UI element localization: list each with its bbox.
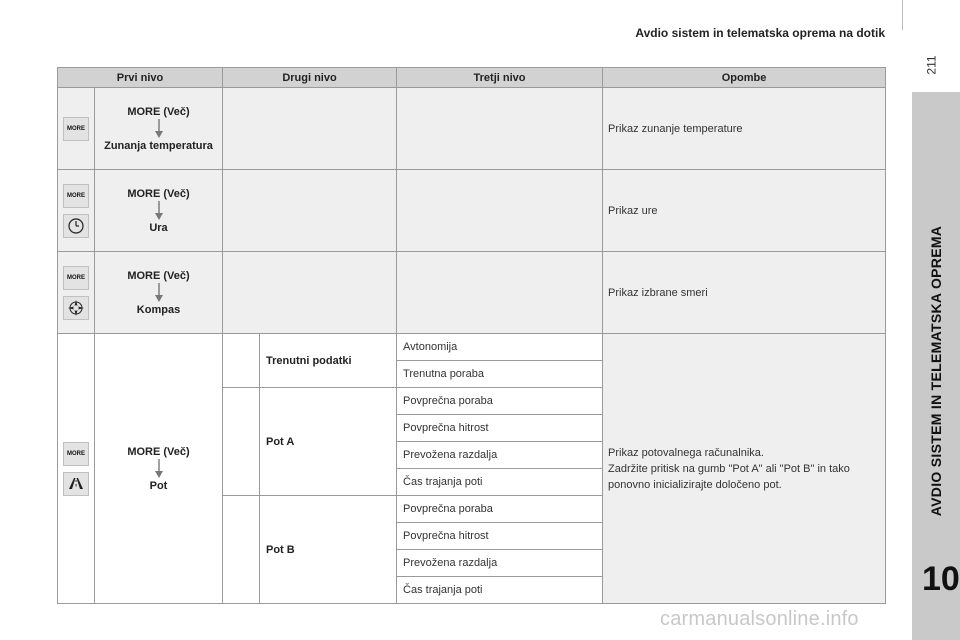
second-level-cell <box>223 252 397 334</box>
second-level-cell <box>223 88 397 170</box>
note-cell: Prikaz ure <box>603 170 886 252</box>
note-text-line2: Zadržite pritisk na gumb "Pot A" ali "Pot B" in tako ponovno inicializirajte določeno pot. <box>608 462 850 491</box>
first-level-sub-label: Kompas <box>136 303 181 316</box>
arrow-down-icon <box>154 201 164 221</box>
arrow-down-icon <box>154 459 164 479</box>
third-level-item: Čas trajanja poti <box>397 469 603 496</box>
page-number: 211 <box>924 55 939 75</box>
page-header-title: Avdio sistem in telematska oprema na dotik <box>635 26 885 40</box>
compass-icon <box>63 296 89 320</box>
third-level-item: Povprečna poraba <box>397 496 603 523</box>
road-icon <box>63 472 89 496</box>
second-level-spacer <box>223 388 260 496</box>
watermark: carmanualsonline.info <box>660 608 859 630</box>
first-level-cell <box>95 334 223 604</box>
second-level-label: Trenutni podatki <box>260 334 397 388</box>
clock-icon <box>63 214 89 238</box>
column-header-notes: Opombe <box>603 68 886 88</box>
third-level-item: Prevožena razdalja <box>397 442 603 469</box>
third-level-item: Čas trajanja poti <box>397 577 603 604</box>
third-level-cell <box>397 252 603 334</box>
second-level-label: Pot B <box>260 496 397 604</box>
third-level-item: Trenutna poraba <box>397 361 603 388</box>
column-header-second-level: Drugi nivo <box>223 68 397 88</box>
icon-cell <box>58 170 95 252</box>
first-level-sub-label: Zunanja temperatura <box>104 139 213 152</box>
second-level-label: Pot A <box>260 388 397 496</box>
first-level-cell <box>95 170 223 252</box>
note-cell: Prikaz izbrane smeri <box>603 252 886 334</box>
second-level-spacer <box>223 496 260 604</box>
third-level-cell <box>397 170 603 252</box>
second-level-cell <box>223 170 397 252</box>
more-icon: MORE <box>63 442 89 466</box>
arrow-down-icon <box>154 119 164 139</box>
first-level-menu-label: MORE (Več) <box>127 187 190 200</box>
third-level-item: Povprečna hitrost <box>397 523 603 550</box>
table-header-row <box>58 68 886 88</box>
header-divider <box>902 0 903 30</box>
note-cell: Prikaz zunanje temperature <box>603 88 886 170</box>
table-row <box>58 88 886 170</box>
chapter-side-title: AVDIO SISTEM IN TELEMATSKA OPREMA <box>928 225 944 517</box>
icon-cell <box>58 334 95 604</box>
table-row <box>58 252 886 334</box>
second-level-spacer <box>223 334 260 388</box>
third-level-item: Povprečna hitrost <box>397 415 603 442</box>
first-level-sub-label: Ura <box>149 221 168 234</box>
column-header-first-level: Prvi nivo <box>58 68 223 88</box>
first-level-cell <box>95 252 223 334</box>
more-icon: MORE <box>63 184 89 208</box>
first-level-menu-label: MORE (Več) <box>127 445 190 458</box>
table-row <box>58 334 886 361</box>
third-level-item: Prevožena razdalja <box>397 550 603 577</box>
chapter-number: 10 <box>922 560 960 598</box>
third-level-cell <box>397 88 603 170</box>
first-level-menu-label: MORE (Več) <box>127 269 190 282</box>
note-cell <box>603 334 886 604</box>
more-icon: MORE <box>63 117 89 141</box>
menu-table <box>57 67 886 604</box>
first-level-sub-label: Pot <box>149 479 168 492</box>
note-text-line1: Prikaz potovalnega računalnika. <box>608 446 764 459</box>
third-level-item: Avtonomija <box>397 334 603 361</box>
first-level-menu-label: MORE (Več) <box>127 105 190 118</box>
icon-cell <box>58 252 95 334</box>
third-level-item: Povprečna poraba <box>397 388 603 415</box>
table-row <box>58 170 886 252</box>
icon-cell <box>58 88 95 170</box>
arrow-down-icon <box>154 283 164 303</box>
column-header-third-level: Tretji nivo <box>397 68 603 88</box>
more-icon: MORE <box>63 266 89 290</box>
first-level-cell <box>95 88 223 170</box>
